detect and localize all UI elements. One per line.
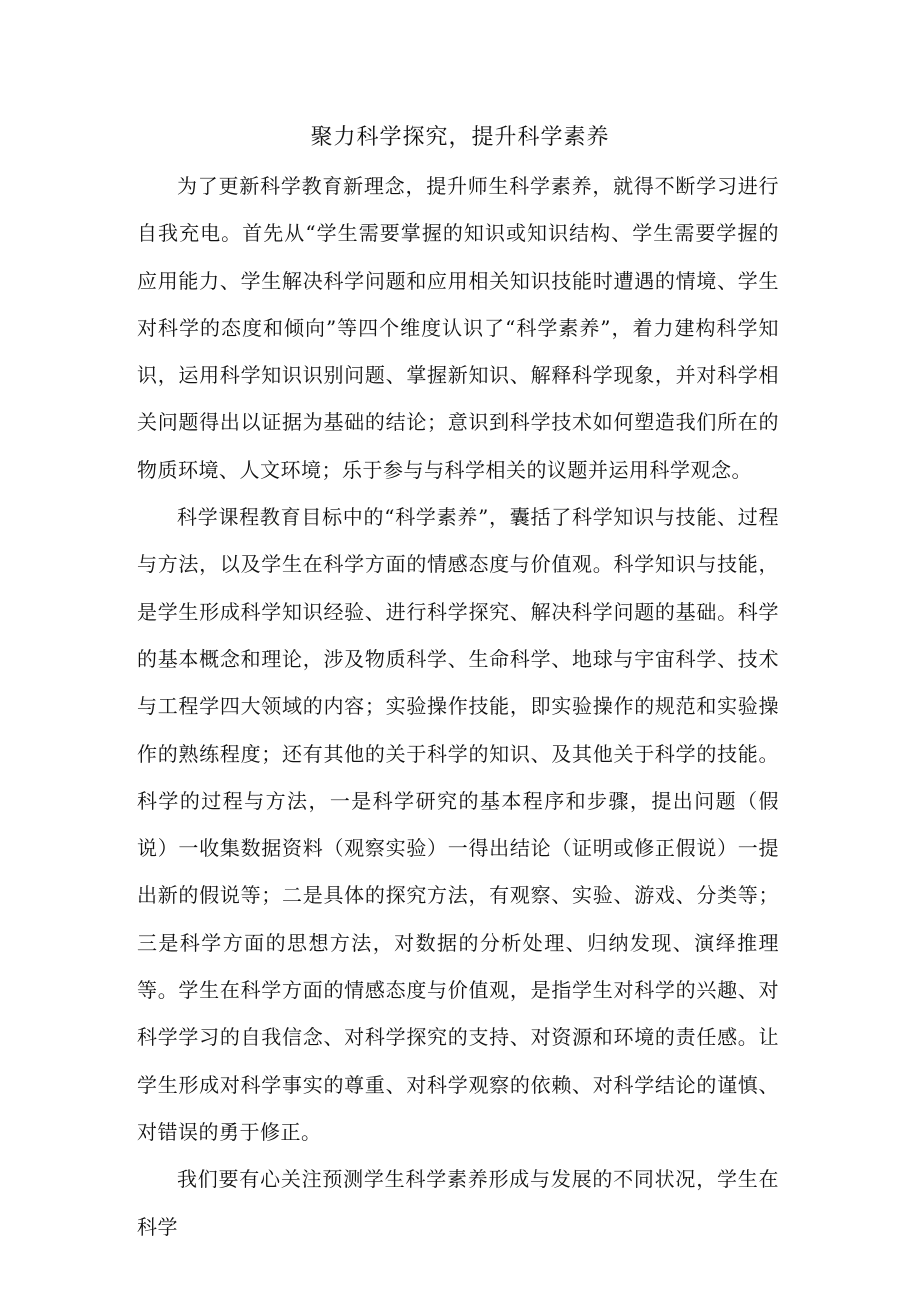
paragraph-3: 我们要有心关注预测学生科学素养形成与发展的不同状况，学生在科学 <box>137 1167 779 1239</box>
document-title: 聚力科学探究，提升科学素养 <box>310 125 610 150</box>
paragraph-1: 为了更新科学教育新理念，提升师生科学素养，就得不断学习进行自我充电。首先从“学生需要掌握的知识或知识结构、学生需要学握的应用能力、学生解决科学问题和应用相关知识技能时遭遇的情境、学生对科学的态度和倾向”等四个维度认识了“科学素养”，着力建构科学知识，运用科学知识识别问题、掌握新知识、解释科学现象，并对科学相关问题得出以证据为基础的结论；意识到科学技术如何塑造我们所在的物质环境、人文环境；乐于参与与科学相关的议题并运用科学观念。 <box>137 174 779 482</box>
document-body <box>137 163 779 1251</box>
paragraph-2: 科学课程教育目标中的“科学素养”，囊括了科学知识与技能、过程与方法，以及学生在科学方面的情感态度与价值观。科学知识与技能，是学生形成科学知识经验、进行科学探究、解决科学问题的基础。科学的基本概念和理论，涉及物质科学、生命科学、地球与宇宙科学、技术与工程学四大领域的内容；实验操作技能，即实验操作的规范和实验操作的熟练程度；还有其他的关于科学的知识、及其他关于科学的技能。科学的过程与方法，一是科学研究的基本程序和步骤，提出问题（假说）一收集数据资料（观察实验）一得出结论（证明或修正假说）一提出新的假说等；二是具体的探究方法，有观察、实验、游戏、分类等；三是科学方面的思想方法，对数据的分析处理、归纳发现、演绎推理等。学生在科学方面的情感态度与价值观，是指学生对科学的兴趣、对科学学习的自我信念、对科学探究的支持、对资源和环境的责任感。让学生形成对科学事实的尊重、对科学观察的依赖、对科学结论的谨慎、对错误的勇于修正。 <box>137 505 779 1144</box>
